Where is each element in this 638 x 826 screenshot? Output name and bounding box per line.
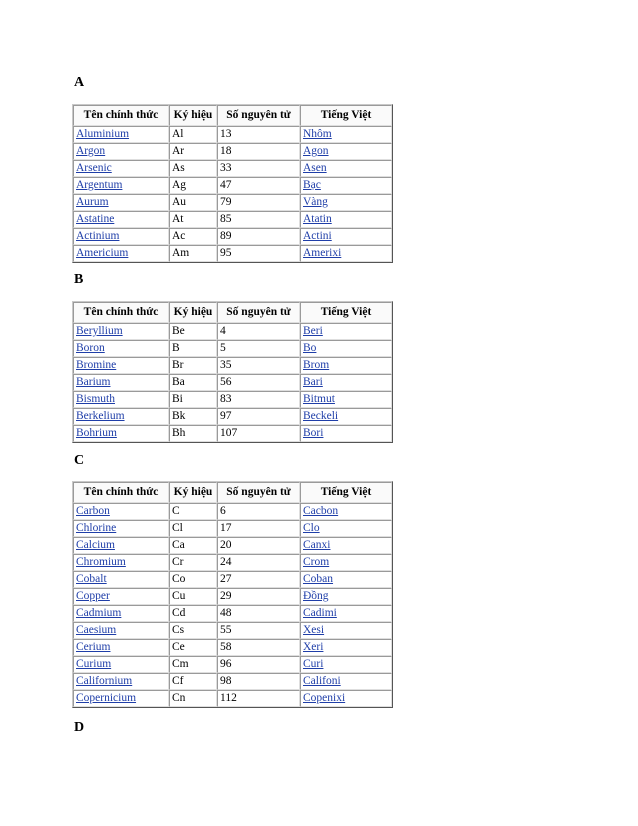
symbol-cell: Ac [169,228,217,245]
official-name-cell [73,622,169,639]
official-name-cell [73,391,169,408]
vietnamese-name-link[interactable]: Bạc [303,179,321,191]
table-row [73,143,392,160]
table-row [73,588,392,605]
symbol-cell: Be [169,323,217,340]
official-name-cell [73,503,169,520]
atomic-number-cell: 47 [217,177,300,194]
official-name-link[interactable]: Californium [76,675,133,687]
table-row [73,622,392,639]
element-table-c [72,481,393,708]
atomic-number-cell: 6 [217,503,300,520]
official-name-link[interactable]: Bromine [76,359,117,371]
symbol-cell: B [169,340,217,357]
section-heading-b: B [74,272,84,287]
official-name-link[interactable]: Cadmium [76,607,122,619]
vietnamese-name-link[interactable]: Actini [303,230,332,242]
element-table-a [72,104,393,263]
symbol-cell: Bi [169,391,217,408]
table-row [73,503,392,520]
official-name-cell [73,656,169,673]
official-name-link[interactable]: Berkelium [76,410,125,422]
header-vietnamese-name: Tiếng Việt [300,302,392,323]
header-atomic-number: Số nguyên tử [217,105,300,126]
header-atomic-number: Số nguyên tử [217,302,300,323]
symbol-cell: Cf [169,673,217,690]
official-name-link[interactable]: Beryllium [76,325,123,337]
vietnamese-name-link[interactable]: Canxi [303,539,331,551]
table-row [73,690,392,707]
header-vietnamese-name: Tiếng Việt [300,482,392,503]
official-name-link[interactable]: Chlorine [76,522,117,534]
vietnamese-name-cell [300,656,392,673]
atomic-number-cell: 85 [217,211,300,228]
official-name-link[interactable]: Boron [76,342,105,354]
official-name-cell [73,425,169,442]
vietnamese-name-cell [300,177,392,194]
symbol-cell: At [169,211,217,228]
vietnamese-name-link[interactable]: Nhôm [303,128,332,140]
official-name-cell [73,520,169,537]
table-row [73,554,392,571]
table-header-row [73,105,392,126]
atomic-number-cell: 55 [217,622,300,639]
table-header-row [73,302,392,323]
atomic-number-cell: 48 [217,605,300,622]
symbol-cell: Cu [169,588,217,605]
section-heading-d: D [74,720,85,735]
vietnamese-name-cell [300,194,392,211]
header-vietnamese-name: Tiếng Việt [300,105,392,126]
vietnamese-name-cell [300,126,392,143]
symbol-cell: Bh [169,425,217,442]
official-name-cell [73,408,169,425]
atomic-number-cell: 20 [217,537,300,554]
official-name-cell [73,673,169,690]
official-name-link[interactable]: Argon [76,145,106,157]
table-row [73,357,392,374]
symbol-cell: Ar [169,143,217,160]
vietnamese-name-link[interactable]: Beri [303,325,323,337]
header-official-name: Tên chính thức [73,302,169,323]
atomic-number-cell: 107 [217,425,300,442]
vietnamese-name-cell [300,245,392,262]
vietnamese-name-link[interactable]: Copenixi [303,692,346,704]
official-name-cell [73,177,169,194]
atomic-number-cell: 27 [217,571,300,588]
symbol-cell: Am [169,245,217,262]
header-atomic-number: Số nguyên tử [217,482,300,503]
official-name-cell [73,374,169,391]
table-row [73,323,392,340]
table-row [73,605,392,622]
atomic-number-cell: 56 [217,374,300,391]
vietnamese-name-link[interactable]: Atatin [303,213,332,225]
official-name-link[interactable]: Astatine [76,213,115,225]
vietnamese-name-link[interactable]: Cacbon [303,505,339,517]
official-name-cell [73,571,169,588]
vietnamese-name-cell [300,605,392,622]
vietnamese-name-cell [300,211,392,228]
symbol-cell: Ce [169,639,217,656]
table-row [73,537,392,554]
official-name-link[interactable]: Cerium [76,641,111,653]
official-name-cell [73,126,169,143]
table-row [73,408,392,425]
official-name-link[interactable]: Caesium [76,624,117,636]
symbol-cell: Cd [169,605,217,622]
vietnamese-name-cell [300,391,392,408]
symbol-cell: Bk [169,408,217,425]
table-row [73,340,392,357]
atomic-number-cell: 83 [217,391,300,408]
symbol-cell: Cm [169,656,217,673]
atomic-number-cell: 24 [217,554,300,571]
table-row [73,126,392,143]
atomic-number-cell: 95 [217,245,300,262]
vietnamese-name-cell [300,639,392,656]
official-name-link[interactable]: Actinium [76,230,120,242]
element-table-b [72,301,393,443]
official-name-cell [73,245,169,262]
table-row [73,194,392,211]
symbol-cell: Cs [169,622,217,639]
vietnamese-name-link[interactable]: Beckeli [303,410,339,422]
official-name-link[interactable]: Aurum [76,196,109,208]
official-name-link[interactable]: Bohrium [76,427,117,439]
official-name-link[interactable]: Copernicium [76,692,137,704]
table-row [73,571,392,588]
vietnamese-name-cell [300,588,392,605]
atomic-number-cell: 112 [217,690,300,707]
official-name-cell [73,554,169,571]
atomic-number-cell: 98 [217,673,300,690]
official-name-cell [73,605,169,622]
symbol-cell: Ag [169,177,217,194]
vietnamese-name-cell [300,571,392,588]
table-header-row [73,482,392,503]
official-name-cell [73,340,169,357]
vietnamese-name-cell [300,622,392,639]
table-row [73,639,392,656]
atomic-number-cell: 18 [217,143,300,160]
header-official-name: Tên chính thức [73,105,169,126]
table-row [73,374,392,391]
official-name-link[interactable]: Aluminium [76,128,130,140]
vietnamese-name-cell [300,425,392,442]
official-name-link[interactable]: Curium [76,658,112,670]
symbol-cell: Al [169,126,217,143]
vietnamese-name-link[interactable]: Bari [303,376,323,388]
header-symbol: Ký hiệu [169,105,217,126]
vietnamese-name-cell [300,357,392,374]
vietnamese-name-cell [300,143,392,160]
official-name-cell [73,194,169,211]
atomic-number-cell: 89 [217,228,300,245]
vietnamese-name-link[interactable]: Crom [303,556,330,568]
atomic-number-cell: 29 [217,588,300,605]
table-row [73,391,392,408]
official-name-link[interactable]: Calcium [76,539,115,551]
symbol-cell: Au [169,194,217,211]
table-row [73,177,392,194]
vietnamese-name-cell [300,554,392,571]
table-row [73,673,392,690]
vietnamese-name-cell [300,690,392,707]
atomic-number-cell: 96 [217,656,300,673]
atomic-number-cell: 17 [217,520,300,537]
vietnamese-name-cell [300,408,392,425]
vietnamese-name-link[interactable]: Agon [303,145,329,157]
symbol-cell: As [169,160,217,177]
official-name-cell [73,211,169,228]
vietnamese-name-link[interactable]: Bori [303,427,324,439]
vietnamese-name-link[interactable]: Califoni [303,675,341,687]
official-name-cell [73,323,169,340]
section-heading-a: A [74,75,85,90]
symbol-cell: Co [169,571,217,588]
vietnamese-name-link[interactable]: Cadimi [303,607,337,619]
official-name-cell [73,143,169,160]
table-row [73,160,392,177]
vietnamese-name-cell [300,228,392,245]
symbol-cell: Ba [169,374,217,391]
header-official-name: Tên chính thức [73,482,169,503]
vietnamese-name-link[interactable]: Bitmut [303,393,335,405]
official-name-cell [73,588,169,605]
symbol-cell: Ca [169,537,217,554]
table-row [73,211,392,228]
official-name-cell [73,537,169,554]
vietnamese-name-link[interactable]: Đồng [303,590,329,602]
atomic-number-cell: 58 [217,639,300,656]
header-symbol: Ký hiệu [169,482,217,503]
symbol-cell: Cr [169,554,217,571]
atomic-number-cell: 13 [217,126,300,143]
table-row [73,520,392,537]
official-name-link[interactable]: Bismuth [76,393,115,405]
header-symbol: Ký hiệu [169,302,217,323]
atomic-number-cell: 33 [217,160,300,177]
section-heading-c: C [74,453,85,468]
official-name-cell [73,357,169,374]
atomic-number-cell: 79 [217,194,300,211]
official-name-link[interactable]: Carbon [76,505,110,517]
table-row [73,228,392,245]
atomic-number-cell: 4 [217,323,300,340]
vietnamese-name-cell [300,323,392,340]
atomic-number-cell: 35 [217,357,300,374]
official-name-cell [73,228,169,245]
official-name-link[interactable]: Chromium [76,556,126,568]
vietnamese-name-link[interactable]: Asen [303,162,327,174]
official-name-link[interactable]: Barium [76,376,111,388]
official-name-link[interactable]: Argentum [76,179,123,191]
vietnamese-name-link[interactable]: Clo [303,522,320,534]
official-name-cell [73,690,169,707]
vietnamese-name-cell [300,520,392,537]
official-name-link[interactable]: Arsenic [76,162,112,174]
symbol-cell: Br [169,357,217,374]
table-row [73,656,392,673]
vietnamese-name-cell [300,374,392,391]
vietnamese-name-link[interactable]: Amerixi [303,247,342,259]
table-row [73,245,392,262]
official-name-link[interactable]: Cobalt [76,573,107,585]
symbol-cell: Cl [169,520,217,537]
vietnamese-name-cell [300,537,392,554]
vietnamese-name-cell [300,340,392,357]
vietnamese-name-cell [300,160,392,177]
vietnamese-name-link[interactable]: Coban [303,573,334,585]
atomic-number-cell: 5 [217,340,300,357]
vietnamese-name-link[interactable]: Curi [303,658,324,670]
official-name-link[interactable]: Copper [76,590,110,602]
vietnamese-name-cell [300,673,392,690]
vietnamese-name-link[interactable]: Xeri [303,641,324,653]
vietnamese-name-link[interactable]: Bo [303,342,317,354]
vietnamese-name-link[interactable]: Vàng [303,196,328,208]
official-name-cell [73,160,169,177]
symbol-cell: Cn [169,690,217,707]
atomic-number-cell: 97 [217,408,300,425]
table-row [73,425,392,442]
vietnamese-name-link[interactable]: Brom [303,359,330,371]
symbol-cell: C [169,503,217,520]
vietnamese-name-cell [300,503,392,520]
official-name-link[interactable]: Americium [76,247,129,259]
vietnamese-name-link[interactable]: Xesi [303,624,325,636]
official-name-cell [73,639,169,656]
